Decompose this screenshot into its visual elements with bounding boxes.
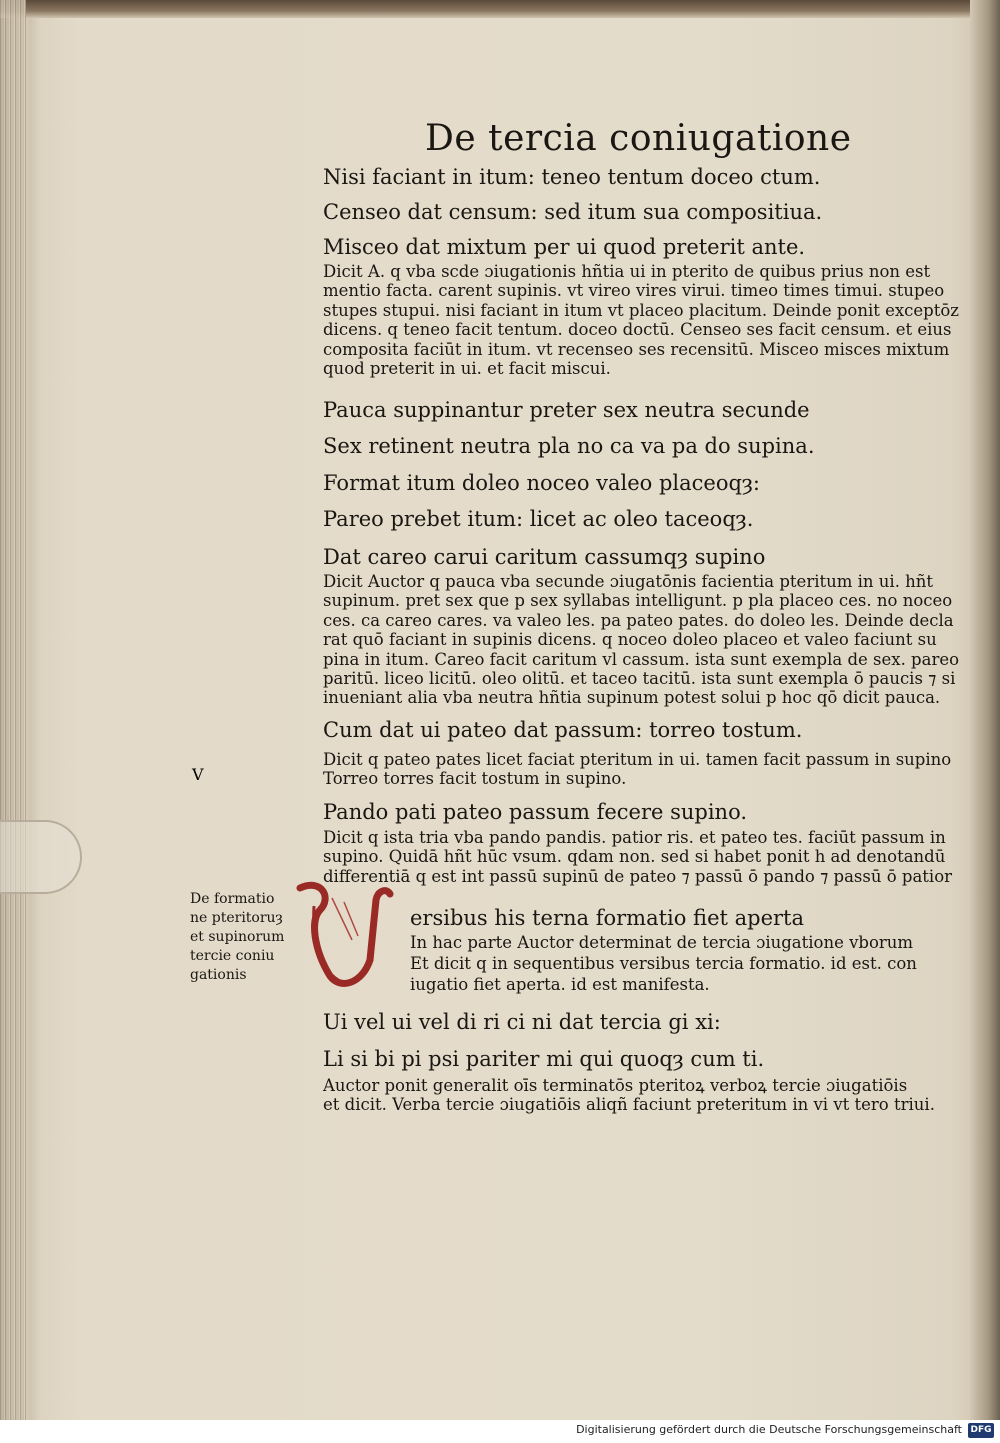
commentary-line: paritū. liceo licitū. oleo olitū. et taceo tacitū. ista sunt exempla ō paucis ⁊ si <box>323 669 956 689</box>
commentary-line: Torreo torres facit tostum in supino. <box>323 769 627 789</box>
verse-line: Ui vel ui vel di ri ci ni dat tercia gi xi: <box>323 1010 721 1034</box>
verse-line: Sex retinent neutra pla no ca va pa do supina. <box>323 434 815 458</box>
commentary-block <box>410 932 917 995</box>
commentary-line: Dicit A. q vba scde ɔiugationis hñtia ui in pterito de quibus prius non est <box>323 262 931 281</box>
commentary-line: Auctor ponit generalit oīs terminatōs pteritoꝝ verboꝝ tercie ɔiugatiōis <box>323 1076 908 1095</box>
commentary-line: Dicit q pateo pates licet faciat pteritum in ui. tamen facit passum in supino <box>323 750 952 769</box>
verse-line: Pando pati pateo passum fecere supino. <box>323 800 748 824</box>
verse-line: Cum dat ui pateo dat passum: torreo tostum. <box>323 718 803 742</box>
commentary-line: rat quō faciant in supinis dicens. q noceo doleo placeo et valeo faciunt su <box>323 630 937 650</box>
commentary-block <box>323 828 953 886</box>
commentary-line: et dicit. Verba tercie ɔiugatiōis aliqñ faciunt preteritum in vi vt tero triui. <box>323 1095 935 1115</box>
commentary-line: Et dicit q in sequentibus versibus tercia formatio. id est. con <box>410 954 917 973</box>
verse-line: Misceo dat mixtum per ui quod preterit ante. <box>323 235 806 259</box>
page-stack-edge <box>0 0 26 1420</box>
verse-line: Nisi faciant in itum: teneo tentum doceo ctum. <box>323 165 821 189</box>
verse-line: Dat careo carui caritum cassumqȝ supino <box>323 545 766 569</box>
footer-bar <box>0 1420 1000 1443</box>
verse-line: Censeo dat censum: sed itum sua compositiua. <box>323 200 823 224</box>
commentary-line: supinum. pret sex que p sex syllabas intelligunt. p pla placeo ces. no noceo <box>323 591 953 611</box>
commentary-block <box>323 750 952 789</box>
right-binding-edge <box>970 0 1000 1420</box>
dfg-logo: DFG <box>968 1423 994 1438</box>
footer-credit: Digitalisierung gefördert durch die Deutsche Forschungsgemeinschaft <box>576 1423 962 1436</box>
commentary-line: dicens. q teneo facit tentum. doceo doctū. Censeo ses facit censum. et eius <box>323 320 952 340</box>
commentary-line: Dicit q ista tria vba pando pandis. patior ris. et pateo tes. faciūt passum in <box>323 828 946 847</box>
verse-line: ersibus his terna formatio fiet aperta <box>410 906 804 930</box>
book-top-edge <box>0 0 1000 18</box>
commentary-line: stupes stupui. nisi faciant in itum vt placeo placitum. Deinde ponit exceptōz <box>323 300 959 320</box>
commentary-line: inueniant alia vba neutra hñtia supinum potest solui p hoc qō dicit pauca. <box>323 688 941 708</box>
verse-line: Format itum doleo noceo valeo placeoqȝ: <box>323 471 760 495</box>
commentary-block <box>323 262 959 379</box>
commentary-line: quod preterit in ui. et facit miscui. <box>323 359 611 379</box>
commentary-line: supino. Quidā hñt hūc vsum. qdam non. sed si habet ponit h ad denotandū <box>323 847 946 867</box>
verse-line: Li si bi pi psi pariter mi qui quoqȝ cum ti. <box>323 1047 765 1071</box>
commentary-line: pina in itum. Careo facit caritum vl cassum. ista sunt exempla de sex. pareo <box>323 649 960 669</box>
marginal-note: De formatio ne pteritoruȝ et supinorum tercie coniu gationis <box>190 891 285 983</box>
verse-line: Pareo prebet itum: licet ac oleo taceoqȝ. <box>323 507 754 531</box>
commentary-line: In hac parte Auctor determinat de tercia ɔiugatione vborum <box>410 933 914 952</box>
page-heading: De tercia coniugatione <box>425 118 852 159</box>
commentary-line: differentiā q est int passū supinū de pateo ⁊ passū ō pando ⁊ passū ō patior <box>323 866 953 886</box>
initial-letter: V <box>192 765 204 784</box>
commentary-line: ces. ca careo cares. va valeo les. pa pateo pates. do doleo les. Deinde decla <box>323 610 954 630</box>
commentary-block <box>323 1076 935 1115</box>
commentary-line: mentio facta. carent supinis. vt vireo vires virui. timeo times timui. stupeo <box>323 281 945 301</box>
commentary-line: composita faciūt in itum. vt recenseo ses recensitū. Misceo misces mixtum <box>323 339 950 359</box>
commentary-line: iugatio fiet aperta. id est manifesta. <box>410 975 710 994</box>
commentary-line: Dicit Auctor q pauca vba secunde ɔiugatōnis facientia pteritum in ui. hñt <box>323 572 934 591</box>
commentary-block <box>323 572 960 708</box>
verse-line: Pauca suppinantur preter sex neutra secunde <box>323 398 810 422</box>
page-clip-tab <box>0 820 82 894</box>
